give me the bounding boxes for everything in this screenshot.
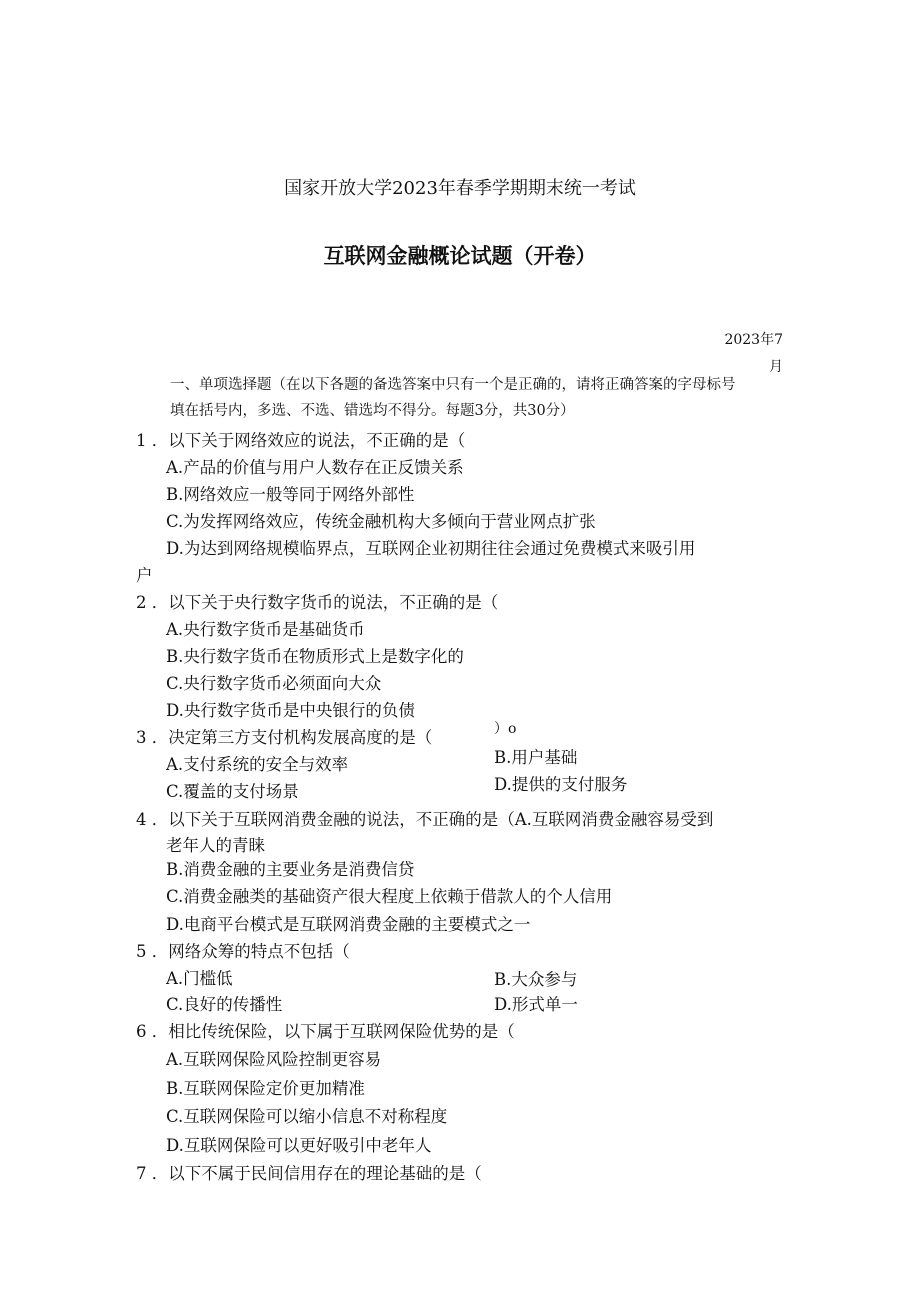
question-5-option-c: C.良好的传播性	[166, 995, 283, 1014]
question-3-stem: 3 ．决定第三方支付机构发展高度的是（	[136, 728, 433, 747]
question-4-option-d: D.电商平台模式是互联网消费金融的主要模式之一	[166, 915, 531, 934]
question-7-stem: 7 ．以下不属于民间信用存在的理论基础的是（	[136, 1164, 482, 1183]
question-5-stem: 5 ．网络众筹的特点不包括（	[136, 942, 350, 961]
question-1-option-d: D.为达到网络规模临界点，互联网企业初期往往会通过免费模式来吸引用	[166, 539, 696, 558]
exam-date-line2: 月	[769, 359, 783, 375]
exam-date-line1: 2023年7	[724, 332, 783, 348]
question-1-option-d-continuation: 户	[136, 566, 153, 585]
paper-title: 互联网金融概论试题（开卷）	[323, 243, 597, 268]
question-4-option-c: C.消费金融类的基础资产很大程度上依赖于借款人的个人信用	[166, 887, 613, 906]
question-6-option-d: D.互联网保险可以更好吸引中老年人	[166, 1136, 432, 1155]
question-6-stem: 6 ．相比传统保险，以下属于互联网保险优势的是（	[136, 1022, 515, 1041]
question-3-stem-tail: ）o	[494, 721, 517, 737]
question-4-stem: 4 ．以下关于互联网消费金融的说法，不正确的是（A.互联网消费金融容易受到	[136, 810, 714, 829]
question-2-option-b: B.央行数字货币在物质形式上是数字化的	[166, 647, 464, 666]
question-5-option-d: D.形式单一	[494, 995, 578, 1014]
question-3-option-a: A.支付系统的安全与效率	[166, 755, 349, 774]
question-5-option-a: A.门槛低	[166, 969, 233, 988]
question-6-option-b: B.互联网保险定价更加精准	[166, 1079, 365, 1098]
question-2-option-d: D.央行数字货币是中央银行的负债	[166, 701, 415, 720]
question-3-option-b: B.用户基础	[494, 748, 578, 767]
question-4-option-b: B.消费金融的主要业务是消费信贷	[166, 860, 415, 879]
question-4-option-a-continuation: 老年人的青睐	[166, 836, 265, 855]
question-3-option-d: D.提供的支付服务	[494, 775, 628, 794]
question-1-stem: 1 ．以下关于网络效应的说法，不正确的是（	[136, 431, 466, 450]
section-instruction-line1: 一、单项选择题（在以下各题的备选答案中只有一个是正确的，请将正确答案的字母标号	[170, 377, 736, 393]
section-instruction-line2: 填在括号内，多选、不选、错选均不得分。每题3分，共30分）	[170, 403, 575, 419]
question-6-option-c: C.互联网保险可以缩小信息不对称程度	[166, 1107, 448, 1126]
question-2-option-c: C.央行数字货币必须面向大众	[166, 674, 382, 693]
question-3-option-c: C.覆盖的支付场景	[166, 782, 299, 801]
question-1-option-a: A.产品的价值与用户人数存在正反馈关系	[166, 458, 464, 477]
question-6-option-a: A.互联网保险风险控制更容易	[166, 1050, 382, 1069]
question-2-stem: 2 ．以下关于央行数字货币的说法，不正确的是（	[136, 593, 499, 612]
question-5-option-b: B.大众参与	[494, 970, 578, 989]
question-1-option-b: B.网络效应一般等同于网络外部性	[166, 485, 415, 504]
exam-title: 国家开放大学2023年春季学期期末统一考试	[284, 178, 636, 199]
question-2-option-a: A.央行数字货币是基础货币	[166, 620, 365, 639]
question-1-option-c: C.为发挥网络效应，传统金融机构大多倾向于营业网点扩张	[166, 512, 596, 531]
